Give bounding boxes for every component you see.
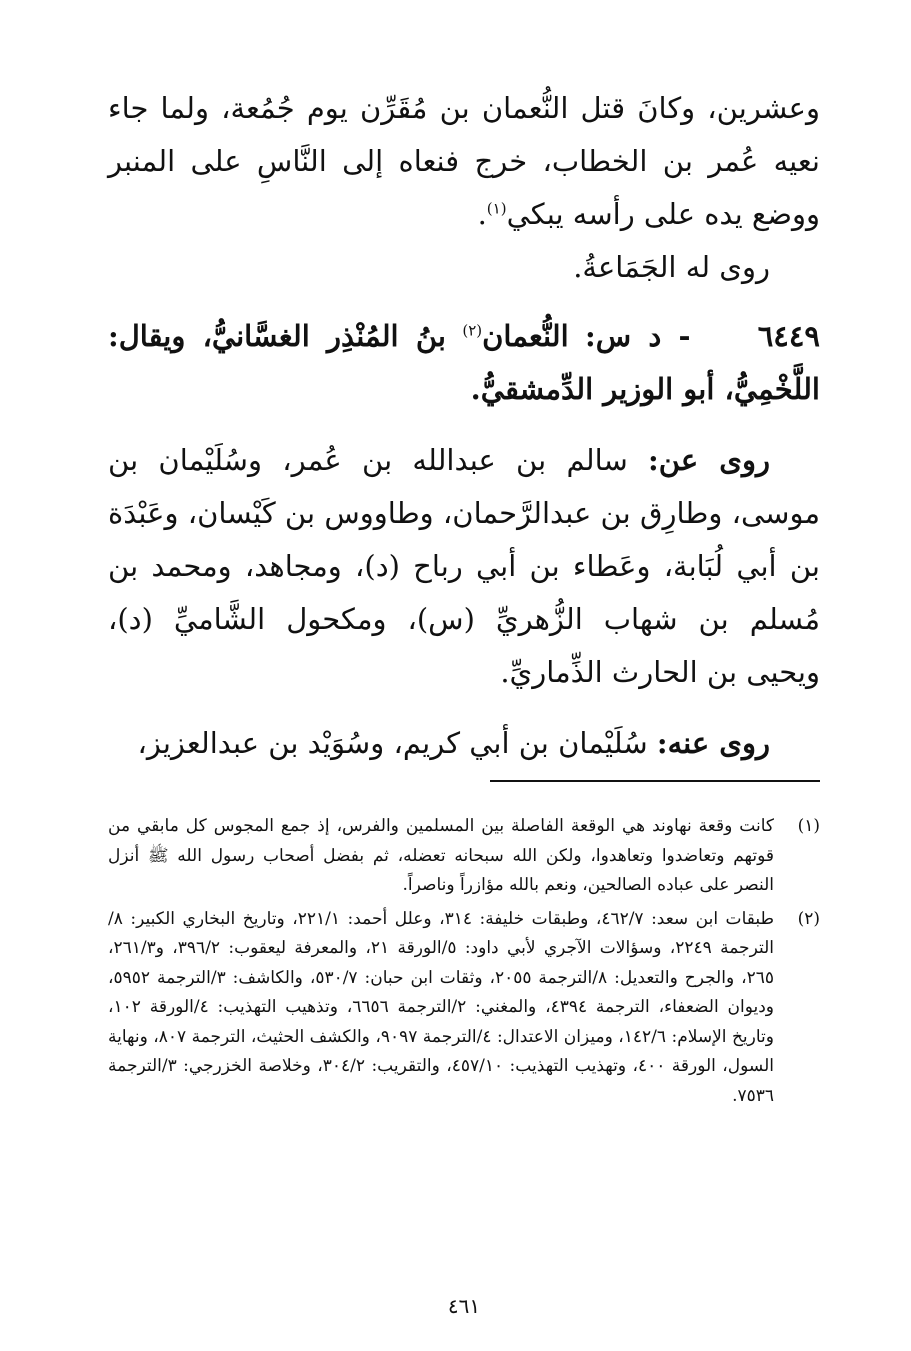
page-number: ٤٦١: [447, 1294, 481, 1318]
narrated-by-text: سُلَيْمان بن أبي كريم، وسُوَيْد بن عبدالعزيز،: [137, 726, 648, 760]
footnote-ref-1[interactable]: (١): [486, 199, 507, 218]
footnote-2: [108, 905, 820, 1112]
narrated-by-all: روى له الجَمَاعةُ.: [573, 250, 770, 284]
narrated-from-label: روى عن:: [648, 443, 771, 477]
entry-name-rest: بنُ المُنْذِر الغسَّانيُّ، ويقال: اللَّخْمِيُّ، أبو الوزير الدِّمشقيُّ.: [108, 319, 820, 406]
entry-name: النُّعمان: [482, 319, 569, 353]
narrated-from-text: سالم بن عبدالله بن عُمر، وسُلَيْمان بن موسى، وطارِق بن عبدالرَّحمان، وطاووس بن كَيْسان، وعَبْدَة بن أبي لُبَابة، وعَطاء بن أبي رباح (د)، ومجاهد، ومحمد بن مُسلم بن شهاب الزُّهريِّ (س)، ومكحول الشَّاميِّ (د)، ويحيى بن الحارث الذِّماريِّ.: [108, 443, 820, 689]
paragraph-end: .: [477, 197, 487, 231]
narrated-by-section: [108, 717, 820, 770]
book-page: [108, 82, 820, 1322]
footnote-1: [108, 812, 820, 901]
footnote-separator: [490, 780, 820, 782]
main-text: [108, 82, 820, 770]
paragraph-continuation: [108, 82, 820, 294]
narrated-from-section: [108, 434, 820, 699]
footnote-text: طبقات ابن سعد: ٤٦٢/٧، وطبقات خليفة: ٣١٤، وعلل أحمد: ٢٢١/١، وتاريخ البخاري الكبير: ٨/الترجمة ٢٢٤٩، وسؤالات الآجري لأبي داود: ٥/الورقة ٢١، والمعرفة ليعقوب: ٣٩٦/٢، و٢٦١/٣، ٢٦٥، والجرح والتعديل: ٨/الترجمة ٢٠٥٥، وثقات ابن حبان: ٥٣٠/٧، والكاشف: ٣/الترجمة ٥٩٥٢، وديوان الضعفاء، الترجمة ٤٣٩٤، والمغني: ٢/الترجمة ٦٦٥٦، وتذهيب التهذيب: ٤/الورقة ١٠٢، وتاريخ الإسلام: ١٤٢/٦، وميزان الاعتدال: ٤/الترجمة ٩٠٩٧، والكشف الحثيث، الترجمة ٨٠٧، ونهاية السول، الورقة ٤٠٠، وتهذيب التهذيب: ٤٥٧/١٠، والتقريب: ٣٠٤/٢، وخلاصة الخزرجي: ٣/الترجمة ٧٥٣٦.: [108, 908, 775, 1106]
entry-number: ٦٤٤٩ - د س:: [585, 319, 821, 353]
paragraph-text: وعشرين، وكانَ قتل النُّعمان بن مُقَرِّن يوم جُمُعة، ولما جاء نعيه عُمر بن الخطاب، خرج فنعاه إلى النَّاسِ على المنبر ووضع يده على رأسه يبكي: [108, 91, 820, 231]
footnote-number: (١): [797, 816, 820, 836]
footnote-text: كانت وقعة نهاوند هي الوقعة الفاصلة بين المسلمين والفرس، إذ جمع المجوس كل مابقي من قوتهم وتعاضدوا وتعاهدوا، ولكن الله سبحانه تعضله، ثم بفضل أصحاب رسول الله ﷺ أنزل النصر على عباده الصالحين، ونعم بالله مؤازراً وناصراً.: [108, 816, 774, 895]
footnote-number: (٢): [797, 908, 820, 929]
footnote-ref-2[interactable]: (٢): [462, 321, 483, 340]
narrated-by-label: روى عنه:: [656, 726, 770, 760]
footnotes: [108, 812, 820, 1115]
entry-heading: [108, 310, 820, 416]
